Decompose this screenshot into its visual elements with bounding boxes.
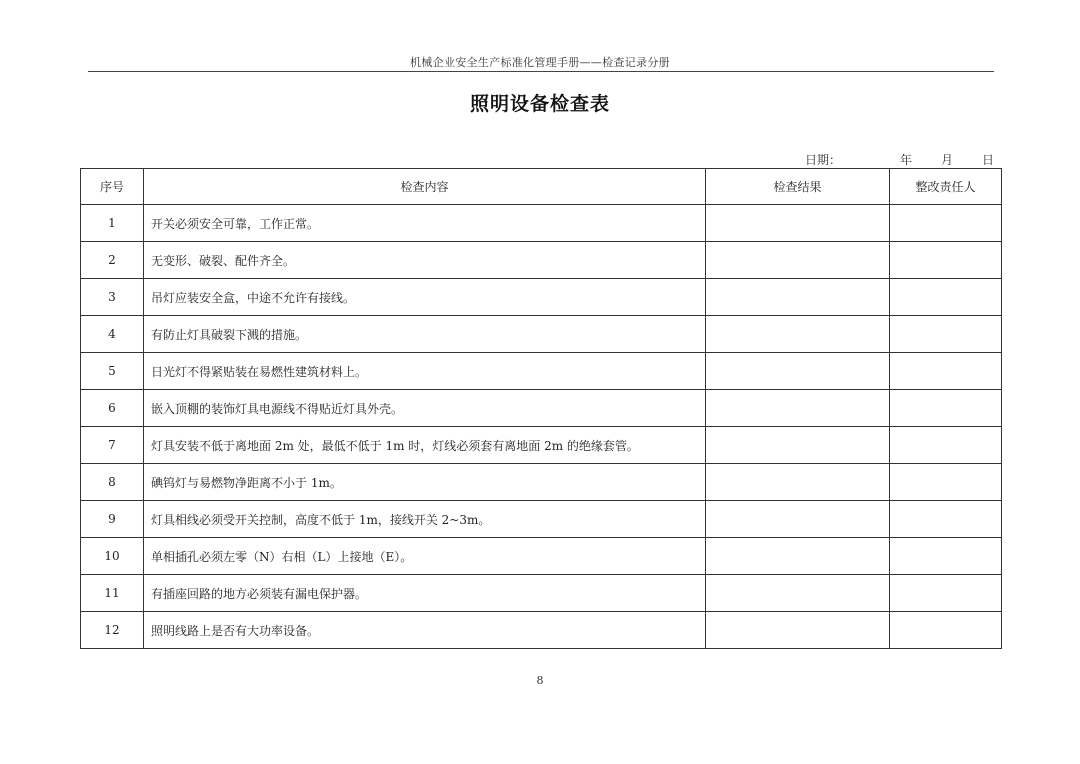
row-content: 开关必须安全可靠，工作正常。 <box>144 205 706 242</box>
row-number: 3 <box>81 279 144 316</box>
column-header-result: 检查结果 <box>706 169 890 205</box>
table-row <box>81 242 1002 279</box>
row-content: 有插座回路的地方必须装有漏电保护器。 <box>144 575 706 612</box>
row-result-cell[interactable] <box>706 205 890 242</box>
table-row <box>81 427 1002 464</box>
table-header-row <box>81 169 1002 205</box>
row-content: 单相插孔必须左零（N）右相（L）上接地（E）。 <box>144 538 706 575</box>
row-content: 有防止灯具破裂下溅的措施。 <box>144 316 706 353</box>
row-person-cell[interactable] <box>890 575 1002 612</box>
inspection-table <box>80 168 1002 649</box>
row-number: 11 <box>81 575 144 612</box>
running-header: 机械企业安全生产标准化管理手册——检查记录分册 <box>410 56 670 69</box>
table-row <box>81 205 1002 242</box>
date-year-label: 年 <box>900 153 913 167</box>
column-header-number: 序号 <box>81 169 144 205</box>
table-row <box>81 538 1002 575</box>
table-row <box>81 612 1002 649</box>
table-row <box>81 279 1002 316</box>
table-row <box>81 464 1002 501</box>
date-day-label: 日 <box>982 153 995 167</box>
table-row <box>81 390 1002 427</box>
row-person-cell[interactable] <box>890 390 1002 427</box>
row-number: 1 <box>81 205 144 242</box>
row-person-cell[interactable] <box>890 242 1002 279</box>
row-result-cell[interactable] <box>706 501 890 538</box>
row-result-cell[interactable] <box>706 427 890 464</box>
row-number: 4 <box>81 316 144 353</box>
table-body <box>81 205 1002 649</box>
row-content: 灯具安装不低于离地面 2m 处，最低不低于 1m 时，灯线必须套有离地面 2m 的绝缘套管。 <box>144 427 706 464</box>
row-result-cell[interactable] <box>706 464 890 501</box>
row-number: 8 <box>81 464 144 501</box>
row-result-cell[interactable] <box>706 538 890 575</box>
row-number: 10 <box>81 538 144 575</box>
row-number: 12 <box>81 612 144 649</box>
row-number: 5 <box>81 353 144 390</box>
row-content: 灯具相线必须受开关控制，高度不低于 1m，接线开关 2~3m。 <box>144 501 706 538</box>
table-row <box>81 501 1002 538</box>
row-content: 吊灯应装安全盒，中途不允许有接线。 <box>144 279 706 316</box>
table-row <box>81 353 1002 390</box>
row-result-cell[interactable] <box>706 279 890 316</box>
row-result-cell[interactable] <box>706 316 890 353</box>
row-person-cell[interactable] <box>890 538 1002 575</box>
row-content: 嵌入顶棚的装饰灯具电源线不得贴近灯具外壳。 <box>144 390 706 427</box>
page-number: 8 <box>536 674 544 687</box>
row-result-cell[interactable] <box>706 575 890 612</box>
date-label: 日期： <box>805 153 842 167</box>
date-month-label: 月 <box>941 153 954 167</box>
table-row <box>81 575 1002 612</box>
column-header-person: 整改责任人 <box>890 169 1002 205</box>
row-person-cell[interactable] <box>890 464 1002 501</box>
row-number: 9 <box>81 501 144 538</box>
page-title: 照明设备检查表 <box>469 93 610 115</box>
row-person-cell[interactable] <box>890 612 1002 649</box>
row-result-cell[interactable] <box>706 612 890 649</box>
row-result-cell[interactable] <box>706 242 890 279</box>
table-row <box>81 316 1002 353</box>
row-person-cell[interactable] <box>890 501 1002 538</box>
row-content: 日光灯不得紧贴装在易燃性建筑材料上。 <box>144 353 706 390</box>
row-number: 7 <box>81 427 144 464</box>
row-person-cell[interactable] <box>890 316 1002 353</box>
row-person-cell[interactable] <box>890 353 1002 390</box>
row-person-cell[interactable] <box>890 427 1002 464</box>
row-number: 2 <box>81 242 144 279</box>
column-header-content: 检查内容 <box>144 169 706 205</box>
row-number: 6 <box>81 390 144 427</box>
row-person-cell[interactable] <box>890 205 1002 242</box>
row-content: 碘钨灯与易燃物净距离不小于 1m。 <box>144 464 706 501</box>
header-divider <box>88 71 994 72</box>
row-content: 照明线路上是否有大功率设备。 <box>144 612 706 649</box>
row-content: 无变形、破裂、配件齐全。 <box>144 242 706 279</box>
row-person-cell[interactable] <box>890 279 1002 316</box>
row-result-cell[interactable] <box>706 390 890 427</box>
row-result-cell[interactable] <box>706 353 890 390</box>
